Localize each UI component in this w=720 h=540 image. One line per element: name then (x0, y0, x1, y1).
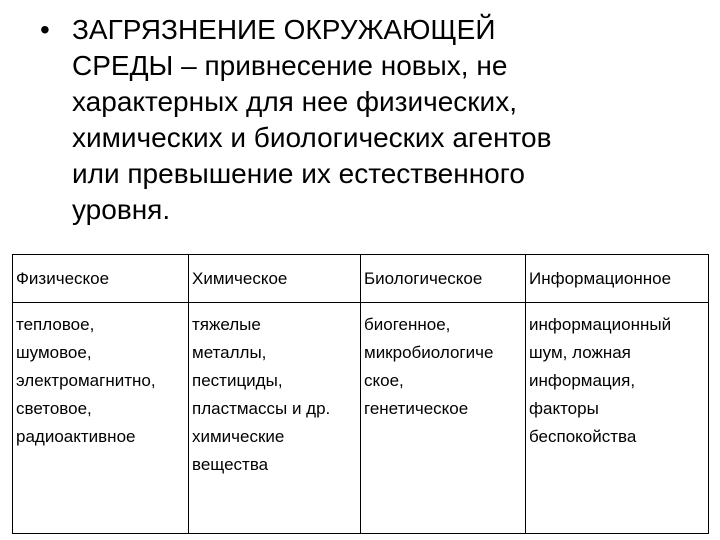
header-chemical: Химическое (189, 255, 361, 303)
definition-line: ЗАГРЯЗНЕНИЕ ОКРУЖАЮЩЕЙ (72, 14, 496, 45)
header-biological: Биологическое (361, 255, 526, 303)
cell-line: ское, (364, 371, 404, 390)
cell-line: биогенное, (364, 315, 451, 334)
cell-line: химические (192, 427, 285, 446)
cell-line: световое, (16, 399, 92, 418)
cell-physical (13, 303, 189, 534)
cell-line: пластмассы и др. (192, 399, 331, 418)
header-informational: Информационное (526, 255, 709, 303)
cell-line: тяжелые (192, 315, 261, 334)
bullet-marker: • (40, 14, 50, 45)
cell-line: беспокойства (529, 427, 637, 446)
definition-text (72, 12, 690, 228)
cell-line: пестициды, (192, 371, 283, 390)
definition-line: или превышение их естественного (72, 158, 525, 189)
table-row (13, 303, 709, 534)
cell-line: вещества (192, 455, 269, 474)
definition-line: характерных для нее физических, (72, 86, 517, 117)
cell-chemical (189, 303, 361, 534)
cell-line: металлы, (192, 343, 267, 362)
cell-line: генетическое (364, 399, 469, 418)
definition-line: СРЕДЫ – привнесение новых, не (72, 50, 508, 81)
definition-block (40, 12, 690, 228)
pollution-types-table (12, 254, 709, 534)
definition-line: химических и биологических агентов (72, 122, 552, 153)
table-header-row (13, 255, 709, 303)
cell-line: факторы (529, 399, 599, 418)
cell-line: микробиологиче (364, 343, 494, 362)
cell-line: информационный (529, 315, 672, 334)
cell-line: электромагнитно, (16, 371, 156, 390)
cell-line: радиоактивное (16, 427, 136, 446)
cell-biological (361, 303, 526, 534)
cell-line: информация, (529, 371, 636, 390)
header-physical: Физическое (13, 255, 189, 303)
cell-line: шум, ложная (529, 343, 631, 362)
cell-informational (526, 303, 709, 534)
cell-line: шумовое, (16, 343, 92, 362)
cell-line: тепловое, (16, 315, 95, 334)
definition-line: уровня. (72, 194, 171, 225)
